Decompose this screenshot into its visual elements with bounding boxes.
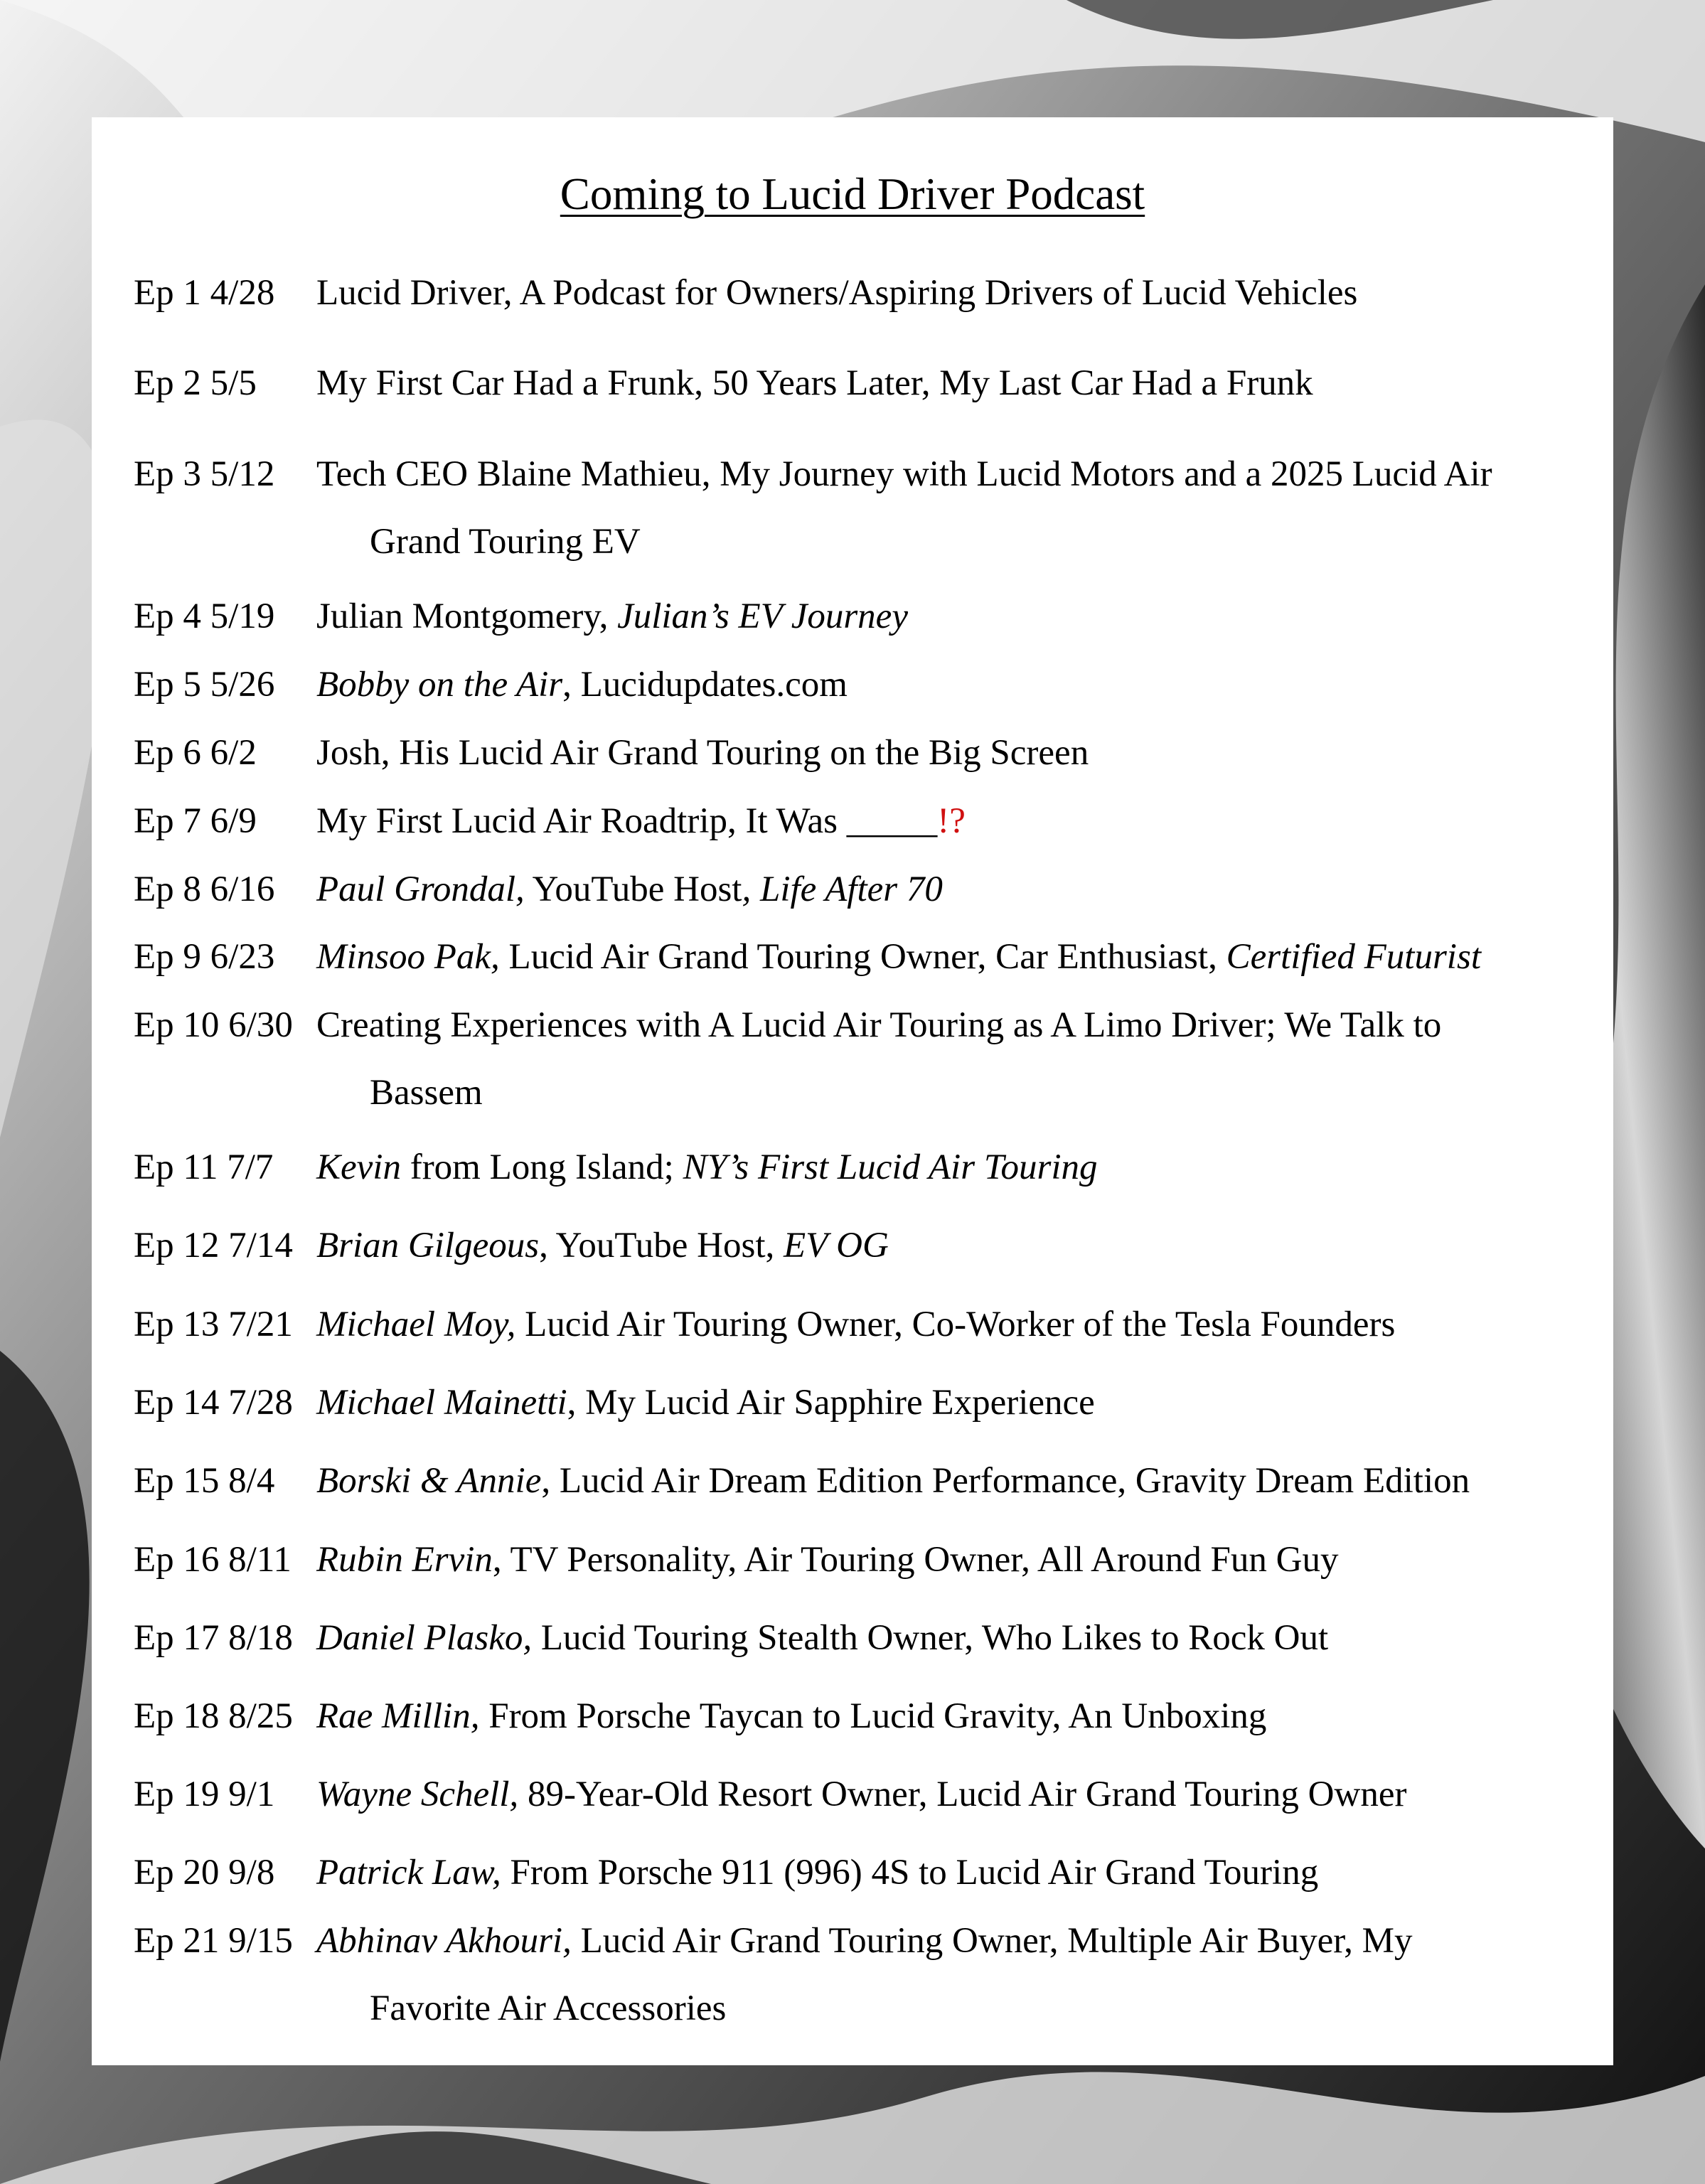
episode-title-part: Tech CEO Blaine Mathieu, My Journey with Lucid Motors and a 2025 Lucid Air bbox=[316, 454, 1492, 494]
episode-title bbox=[316, 924, 1481, 991]
episode-title-italic: Michael Moy, bbox=[316, 1305, 516, 1344]
episode-code: Ep 15 8/4 bbox=[134, 1461, 275, 1501]
episode-title-italic: Bobby on the Air bbox=[316, 665, 563, 705]
episode-title-italic: EV OG bbox=[784, 1226, 889, 1265]
episode-title bbox=[316, 1369, 1095, 1437]
episode-title-part: 89-Year-Old Resort Owner, Lucid Air Grand Touring Owner bbox=[518, 1774, 1407, 1814]
episode-title-part: Lucid Touring Stealth Owner, Who Likes to Rock Out bbox=[532, 1618, 1329, 1658]
episode-code: Ep 11 7/7 bbox=[134, 1147, 274, 1187]
episode-title-part: !? bbox=[937, 801, 966, 841]
episode-title bbox=[316, 1447, 1470, 1515]
episode-title-part: Lucid Air Touring Owner, Co-Worker of the Tesla Founders bbox=[515, 1305, 1396, 1344]
episode-title bbox=[316, 992, 1441, 1059]
episode-title-part: Lucid Air Grand Touring Owner, Multiple Air Buyer, My bbox=[571, 1921, 1413, 1961]
episode-title bbox=[316, 1134, 1098, 1201]
episode-title bbox=[316, 651, 848, 719]
episode-title-italic: Kevin bbox=[316, 1147, 401, 1187]
episode-title-italic: Abhinav Akhouri, bbox=[316, 1921, 572, 1961]
episode-code: Ep 6 6/2 bbox=[134, 733, 257, 773]
episode-title-part: , Lucid Air Dream Edition Performance, Gravity Dream Edition bbox=[541, 1461, 1470, 1501]
episode-title-part: , Lucidupdates.com bbox=[562, 665, 848, 705]
episode-title bbox=[316, 1761, 1406, 1829]
episode-title-part: Josh, His Lucid Air Grand Touring on the Big Screen bbox=[316, 733, 1089, 773]
episode-title-italic: Minsoo Pak, bbox=[316, 937, 500, 977]
episode-title bbox=[316, 1212, 889, 1280]
episode-title-part: , TV Personality, Air Touring Owner, All Around Fun Guy bbox=[492, 1540, 1339, 1580]
episode-code: Ep 5 5/26 bbox=[134, 665, 275, 705]
episode-title-italic: , Life After 70 bbox=[742, 869, 943, 909]
episode-code: Ep 1 4/28 bbox=[134, 273, 275, 313]
episode-code: Ep 12 7/14 bbox=[134, 1226, 293, 1265]
episode-title-part: YouTube Host bbox=[524, 869, 742, 909]
episode-title bbox=[316, 856, 943, 924]
episode-code: Ep 9 6/23 bbox=[134, 937, 275, 977]
episode-code: Ep 3 5/12 bbox=[134, 454, 275, 494]
episode-title-part: From Porsche Taycan to Lucid Gravity, An Unboxing bbox=[479, 1696, 1267, 1736]
episode-code: Ep 2 5/5 bbox=[134, 363, 257, 403]
episode-title bbox=[316, 441, 1492, 508]
episode-title-italic: Julian’s EV Journey bbox=[617, 596, 908, 636]
episode-title-part: , My Lucid Air Sapphire Experience bbox=[567, 1383, 1095, 1423]
episode-title-part: My First Lucid Air Roadtrip, It Was _____ bbox=[316, 801, 938, 841]
episode-title-part: Creating Experiences with A Lucid Air Touring as A Limo Driver; We Talk to bbox=[316, 1005, 1442, 1045]
episode-code: Ep 16 8/11 bbox=[134, 1540, 292, 1580]
episode-code: Ep 13 7/21 bbox=[134, 1305, 293, 1344]
episode-title-continuation: Grand Touring EV bbox=[370, 522, 641, 562]
episode-title-part: from Long Island; bbox=[400, 1147, 683, 1187]
episode-title-italic: Certified Futurist bbox=[1226, 937, 1481, 977]
episode-code: Ep 17 8/18 bbox=[134, 1618, 293, 1658]
episode-title bbox=[316, 1683, 1266, 1750]
episode-code: Ep 20 9/8 bbox=[134, 1853, 275, 1893]
episode-title-italic: Daniel Plasko, bbox=[316, 1618, 533, 1658]
episode-title bbox=[316, 583, 908, 651]
episode-title-italic: NY’s First Lucid Air Touring bbox=[683, 1147, 1098, 1187]
episode-title-part: Lucid Air Grand Touring Owner, Car Enthusiast, bbox=[499, 937, 1226, 977]
episode-title bbox=[316, 1291, 1395, 1359]
episode-title-part: From Porsche 911 (996) 4S to Lucid Air Grand Touring bbox=[501, 1853, 1319, 1893]
episode-title bbox=[316, 259, 1357, 327]
episode-code: Ep 10 6/30 bbox=[134, 1005, 293, 1045]
episode-code: Ep 7 6/9 bbox=[134, 801, 257, 841]
episode-title bbox=[316, 1839, 1318, 1907]
episode-title-italic: Wayne Schell, bbox=[316, 1774, 519, 1814]
episode-title bbox=[316, 350, 1313, 417]
episode-title-part: , YouTube Host, bbox=[539, 1226, 784, 1265]
episode-title-italic: Patrick Law, bbox=[316, 1853, 501, 1893]
episode-title bbox=[316, 719, 1089, 787]
episode-title-italic: Brian Gilgeous bbox=[316, 1226, 540, 1265]
episode-title-part: My First Car Had a Frunk, 50 Years Later, My Last Car Had a Frunk bbox=[316, 363, 1313, 403]
episode-title-italic: Paul Grondal, bbox=[316, 869, 525, 909]
episode-title-part: Lucid Driver, A Podcast for Owners/Aspiring Drivers of Lucid Vehicles bbox=[316, 273, 1358, 313]
page-title: Coming to Lucid Driver Podcast bbox=[560, 169, 1145, 219]
episode-title-italic: Rubin Ervin bbox=[316, 1540, 493, 1580]
episode-title bbox=[316, 1907, 1413, 1975]
episode-title bbox=[316, 1526, 1338, 1594]
episode-title-italic: Rae Millin, bbox=[316, 1696, 480, 1736]
episode-title bbox=[316, 1605, 1328, 1672]
episode-title-italic: Michael Mainetti bbox=[316, 1383, 567, 1423]
episode-code: Ep 19 9/1 bbox=[134, 1774, 275, 1814]
episode-title-continuation: Favorite Air Accessories bbox=[370, 1988, 727, 2028]
episode-code: Ep 4 5/19 bbox=[134, 596, 275, 636]
episode-code: Ep 18 8/25 bbox=[134, 1696, 293, 1736]
episode-code: Ep 14 7/28 bbox=[134, 1383, 293, 1423]
episode-code: Ep 8 6/16 bbox=[134, 869, 275, 909]
flyer-page bbox=[92, 117, 1613, 2065]
episode-title-italic: Borski & Annie bbox=[316, 1461, 542, 1501]
episode-code: Ep 21 9/15 bbox=[134, 1921, 293, 1961]
episode-title bbox=[316, 788, 966, 855]
episode-title-part: Julian Montgomery, bbox=[316, 596, 618, 636]
episode-title-continuation: Bassem bbox=[370, 1073, 483, 1113]
